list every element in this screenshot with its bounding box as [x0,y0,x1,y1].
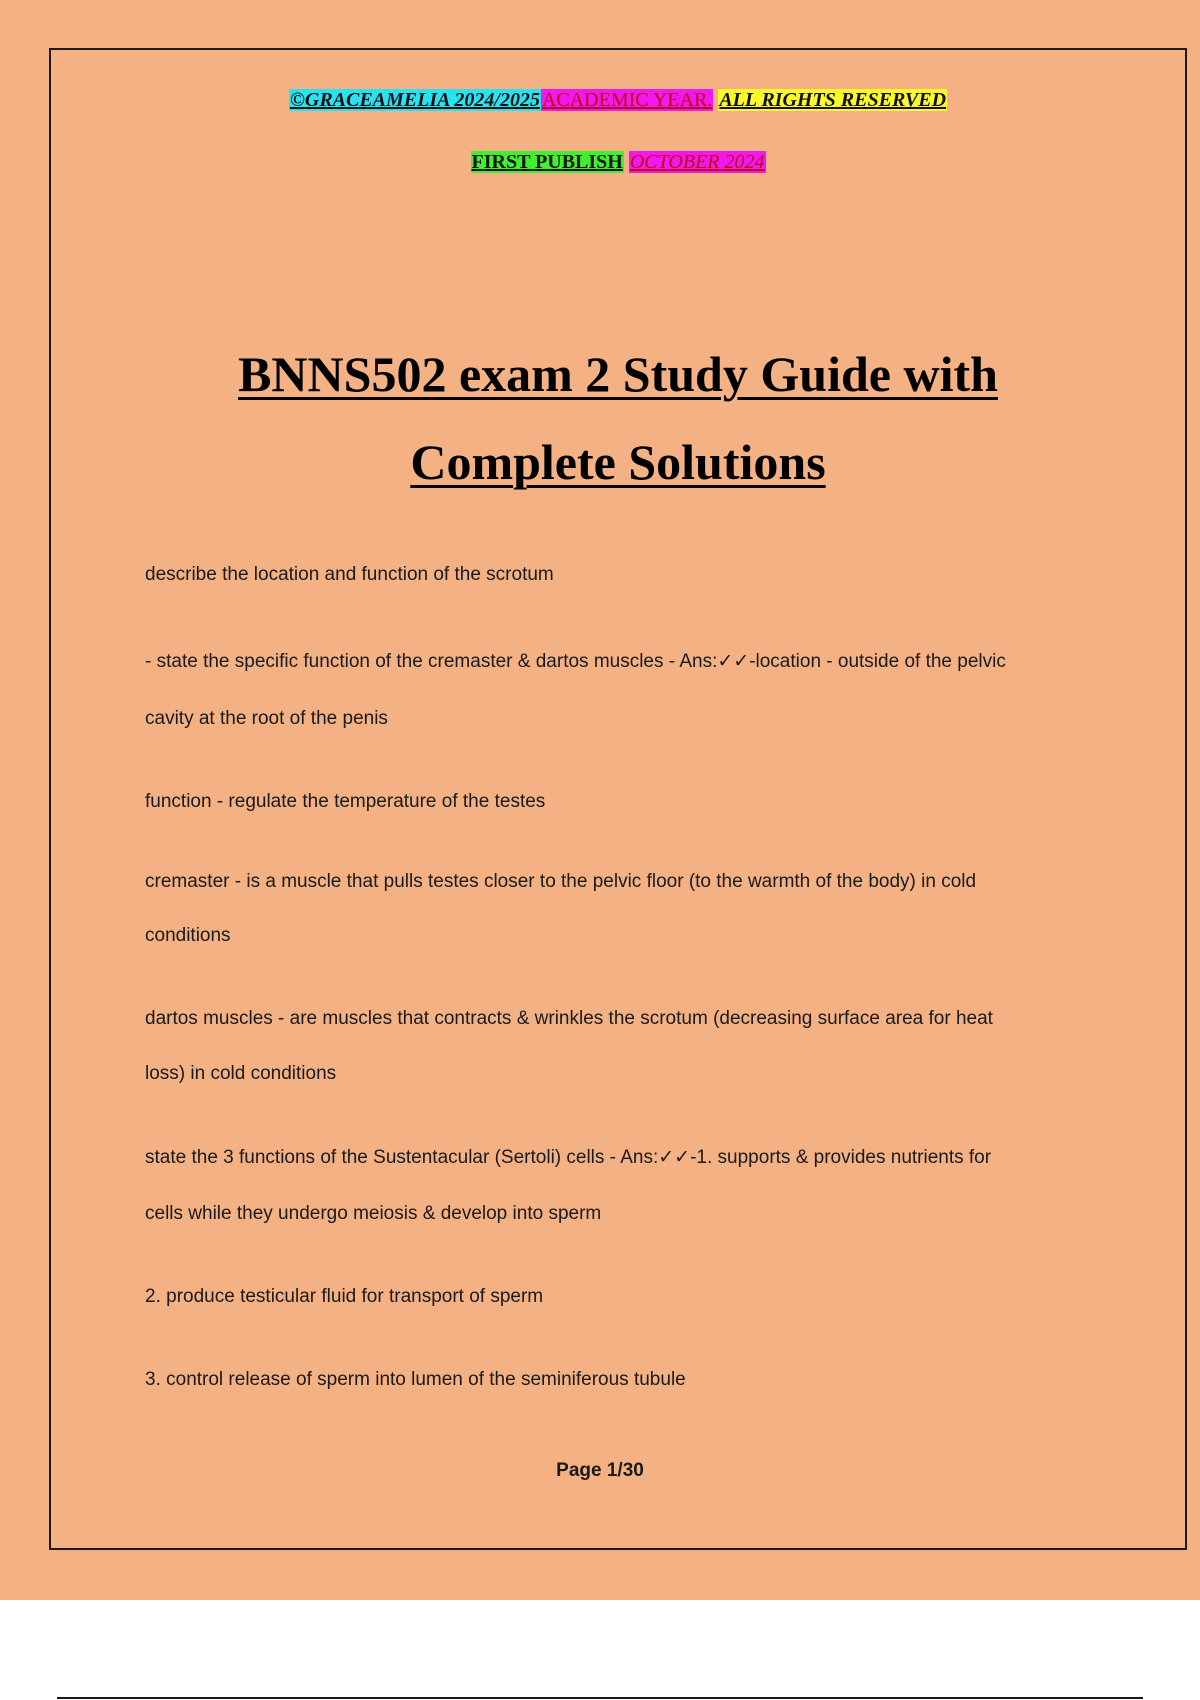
body-paragraph: conditions [145,925,231,946]
body-paragraph: - state the specific function of the cremaster & dartos muscles - Ans:✓✓-location - outside of the pelvic [145,651,1006,672]
copyright-highlight: ©GRACEAMELIA 2024/2025 [289,89,540,111]
title-line-2: Complete Solutions [410,434,826,490]
academic-year-highlight: ACADEMIC YEAR. [541,89,713,111]
rights-reserved-highlight: ALL RIGHTS RESERVED [719,89,947,111]
body-paragraph: cremaster - is a muscle that pulls testes closer to the pelvic floor (to the warmth of the body) in cold [145,871,977,892]
body-paragraph: 2. produce testicular fluid for transport of sperm [145,1286,544,1307]
body-paragraph: function - regulate the temperature of the testes [145,791,546,812]
publish-date-highlight: OCTOBER 2024 [629,151,765,173]
publish-line [51,149,1185,175]
body-paragraph: dartos muscles - are muscles that contracts & wrinkles the scrotum (decreasing surface area for heat [145,1008,993,1029]
body-paragraph: 3. control release of sperm into lumen of the seminiferous tubule [145,1369,686,1390]
page-number: Page 1/30 [556,1460,644,1481]
title-line-1: BNNS502 exam 2 Study Guide with [238,346,998,402]
body-paragraph: cavity at the root of the penis [145,708,388,729]
body-paragraph: loss) in cold conditions [145,1063,337,1084]
copyright-line [51,87,1185,113]
body-paragraph: describe the location and function of the scrotum [145,564,554,585]
next-page-divider [57,1697,1143,1699]
body-paragraph: state the 3 functions of the Sustentacular (Sertoli) cells - Ans:✓✓-1. supports & provides nutrients for [145,1147,992,1168]
document-title [51,330,1185,506]
body-paragraph: cells while they undergo meiosis & develop into sperm [145,1203,602,1224]
first-publish-highlight: FIRST PUBLISH [471,151,623,173]
